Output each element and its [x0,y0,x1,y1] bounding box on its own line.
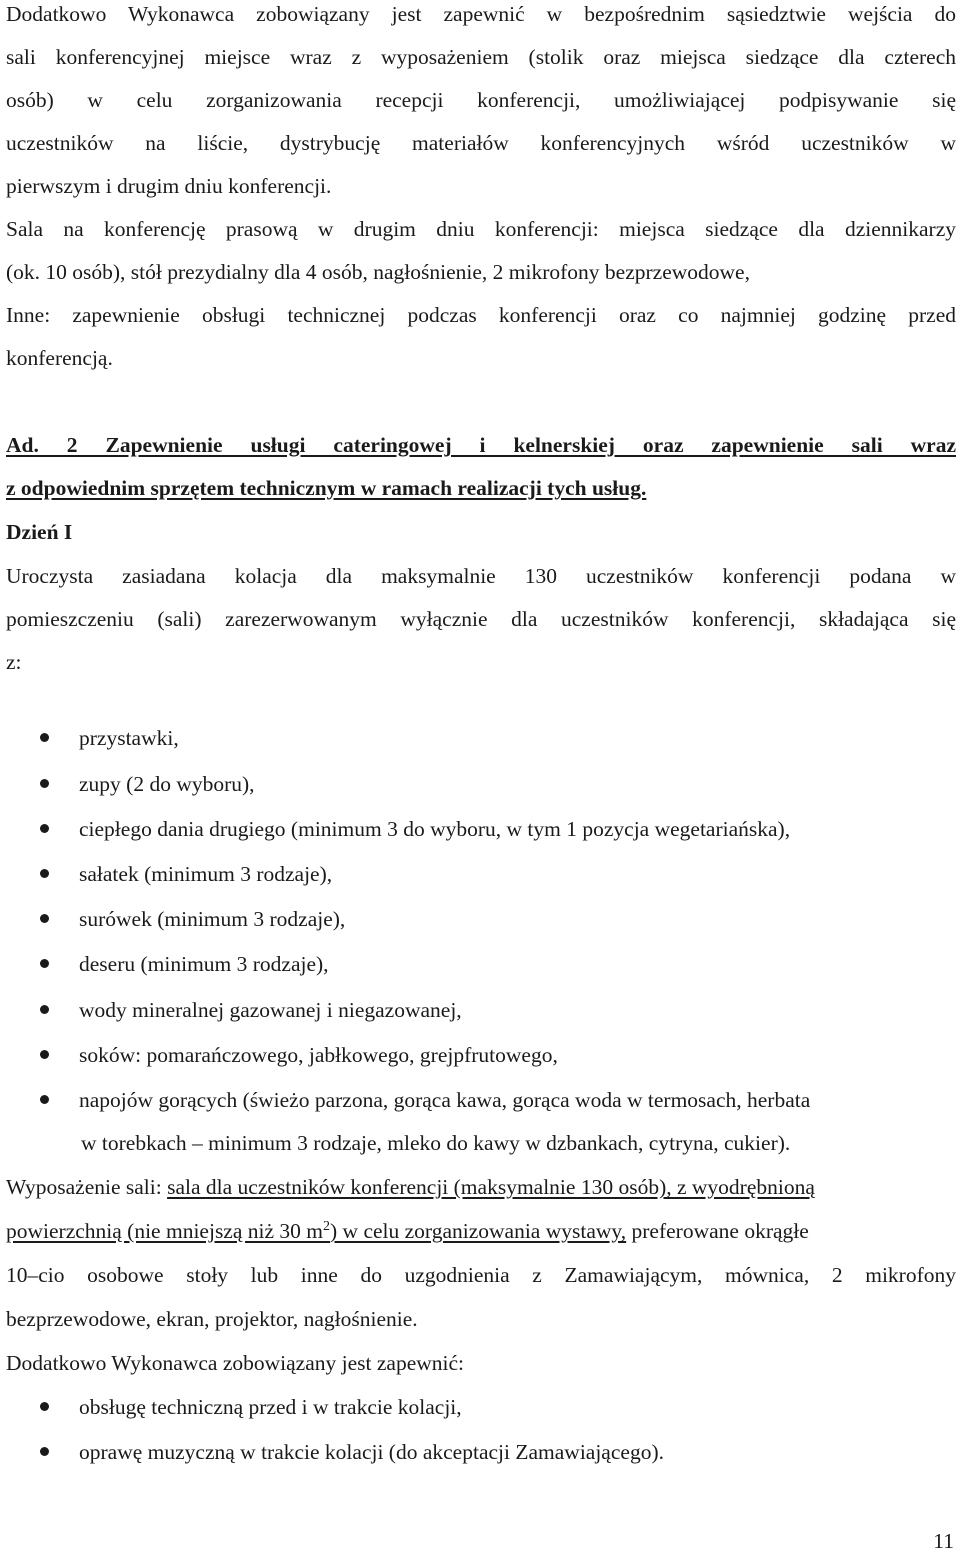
list-item [6,770,956,798]
paragraph-line: osób) w celu zorganizowania recepcji konferencji, umożliwiającej podpisywanie się [6,88,956,112]
list-item-text: soków: pomarańczowego, jabłkowego, grejpfrutowego, [79,1043,558,1067]
list-item [6,1438,956,1466]
list-item-text: napojów gorących (świeżo parzona, gorąca kawa, gorąca woda w termosach, herbata [79,1088,811,1112]
list-item-text: obsługę techniczną przed i w trakcie kolacji, [79,1395,462,1419]
equipment-line [6,1217,956,1245]
list-item [6,996,956,1024]
equipment-label: Wyposażenie sali: [6,1175,168,1199]
section-heading: z odpowiednim sprzętem technicznym w ramach realizacji tych usług. [6,476,647,500]
list-item-text: wody mineralnej gazowanej i niegazowanej, [79,998,462,1022]
list-item [6,1086,956,1114]
section-heading: Ad. 2 Zapewnienie usługi cateringowej i kelnerskiej oraz zapewnienie sali wraz [6,433,956,457]
paragraph-line: Dodatkowo Wykonawca zobowiązany jest zapewnić w bezpośrednim sąsiedztwie wejścia do [6,2,956,26]
bullet-icon [40,1447,49,1456]
list-item [6,724,956,752]
bullet-icon [40,959,49,968]
paragraph-line: Uroczysta zasiadana kolacja dla maksymalnie 130 uczestników konferencji podana w [6,564,956,588]
list-item-text: oprawę muzyczną w trakcie kolacji (do akceptacji Zamawiającego). [79,1440,664,1464]
list-item-text: ciepłego dania drugiego (minimum 3 do wyboru, w tym 1 pozycja wegetariańska), [79,817,791,841]
bullet-icon [40,733,49,742]
paragraph-line: uczestników na liście, dystrybucję materiałów konferencyjnych wśród uczestników w [6,131,956,155]
bullet-icon [40,1095,49,1104]
equipment-line: 10–cio osobowe stoły lub inne do uzgodnienia z Zamawiającym, mównica, 2 mikrofony [6,1263,956,1287]
list-item-text: przystawki, [79,726,179,750]
bullet-icon [40,1402,49,1411]
list-item [6,1041,956,1069]
list-item [6,815,956,843]
list-item-text: surówek (minimum 3 rodzaje), [79,907,346,931]
list-item-text: deseru (minimum 3 rodzaje), [79,952,329,976]
superscript: 2 [323,1218,331,1234]
paragraph-line: (ok. 10 osób), stół prezydialny dla 4 osób, nagłośnienie, 2 mikrofony bezprzewodowe, [6,260,750,284]
equipment-line [6,1173,956,1201]
bullet-icon [40,1005,49,1014]
equipment-text: preferowane okrągłe [626,1219,809,1243]
bullet-icon [40,914,49,923]
paragraph-line: sali konferencyjnej miejsce wraz z wyposażeniem (stolik oraz miejsca siedzące dla czterech [6,45,956,69]
list-item [6,905,956,933]
equipment-underlined-text: powierzchnią (nie mniejszą niż 30 m [6,1219,324,1243]
day-label: Dzień I [6,520,73,544]
equipment-underlined: sala dla uczestników konferencji (maksymalnie 130 osób), z wyodrębnioną [167,1175,815,1199]
paragraph-line: Inne: zapewnienie obsługi technicznej podczas konferencji oraz co najmniej godzinę przed [6,303,956,327]
additional-label: Dodatkowo Wykonawca zobowiązany jest zapewnić: [6,1351,465,1375]
equipment-underlined-text: ) w celu zorganizowania wystawy, [330,1219,627,1243]
paragraph-line: pierwszym i drugim dniu konferencji. [6,174,332,198]
list-item-text: sałatek (minimum 3 rodzaje), [79,862,333,886]
bullet-icon [40,779,49,788]
equipment-line: bezprzewodowe, ekran, projektor, nagłośnienie. [6,1307,418,1331]
list-item [6,950,956,978]
list-item-continuation: w torebkach – minimum 3 rodzaje, mleko do kawy w dzbankach, cytryna, cukier). [81,1131,791,1155]
paragraph-line: konferencją. [6,346,113,370]
bullet-icon [40,824,49,833]
equipment-underlined [6,1219,626,1243]
paragraph-line: Sala na konferencję prasową w drugim dniu konferencji: miejsca siedzące dla dziennikarzy [6,217,956,241]
paragraph-line: z: [6,650,22,674]
list-item [6,1393,956,1421]
paragraph-line: pomieszczeniu (sali) zarezerwowanym wyłącznie dla uczestników konferencji, składająca się [6,607,956,631]
list-item [6,860,956,888]
list-item-text: zupy (2 do wyboru), [79,772,255,796]
page-number: 11 [933,1529,954,1553]
bullet-icon [40,869,49,878]
bullet-icon [40,1050,49,1059]
